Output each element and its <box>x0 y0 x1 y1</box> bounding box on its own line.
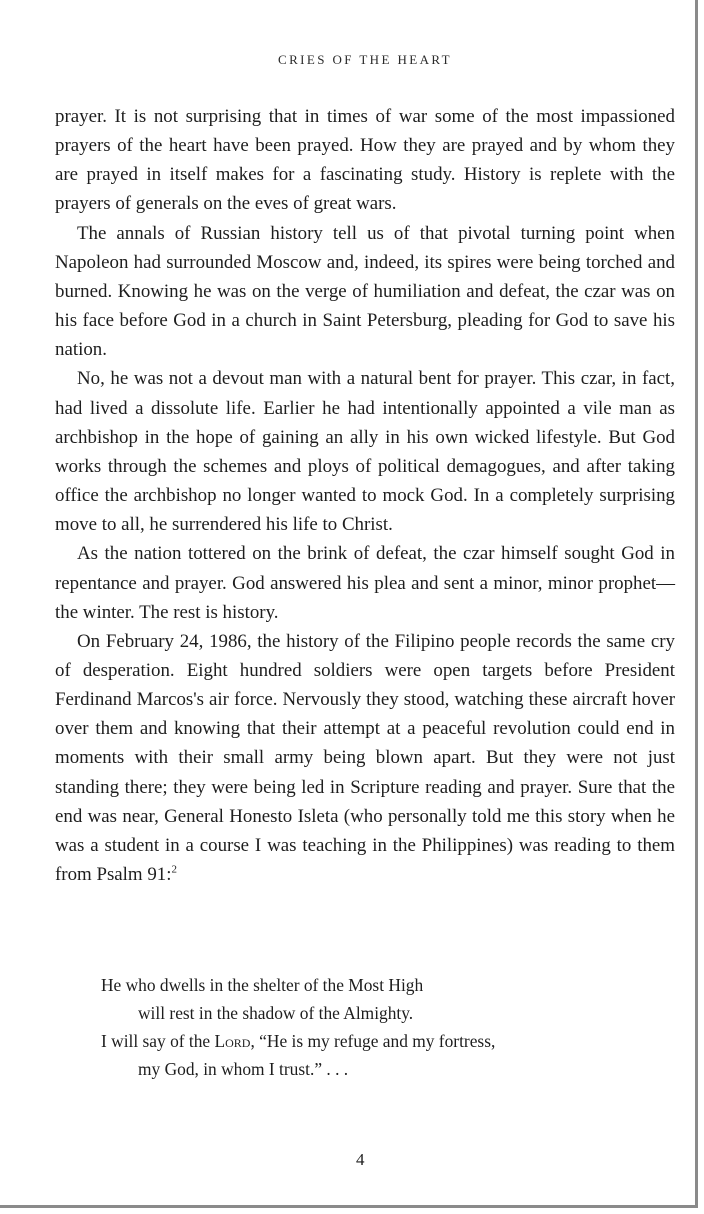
paragraph-4: As the nation tottered on the brink of defeat, the czar himself sought God in repentance and prayer. God answered his plea and sent a minor, minor prophet—the winter. The rest is history. <box>55 543 675 623</box>
paragraph-5 <box>55 627 675 889</box>
quote-line-3-start: I will say of the <box>101 1031 215 1051</box>
quote-line-3 <box>101 1027 661 1055</box>
divine-name-lord: Lord <box>214 1031 251 1051</box>
paragraph-5-text: On February 24, 1986, the history of the Filipino people records the same cry of desperation. Eight hundred soldiers were open targets before President Ferdinand Marcos's air force. Nervously they stood, watching these aircraft hover over them and knowing that their attempt at a peaceful revolution could end in moments with their small army being blown apart. But they were not just standing there; they were being led in Scripture reading and prayer. Sure that the end was near, General Honesto Isleta (who personally told me this story when he was a student in a course I was teaching in the Philippines) was reading to them from Psalm 91: <box>55 630 675 886</box>
scripture-quote <box>101 971 661 1083</box>
body-text <box>55 102 675 889</box>
paragraph-1: prayer. It is not surprising that in times of war some of the most impassioned prayers of the heart have been prayed. How they are prayed and by whom they are prayed in itself makes for a fascinating study. History is replete with the prayers of generals on the eves of great wars. <box>55 106 675 215</box>
footnote-reference: 2 <box>171 863 177 876</box>
quote-line-1: He who dwells in the shelter of the Most High <box>101 975 424 995</box>
paragraph-2: The annals of Russian history tell us of that pivotal turning point when Napoleon had surrounded Moscow and, indeed, its spires were being torched and burned. Knowing he was on the verge of humiliation and defeat, the czar was on his face before God in a church in Saint Petersburg, pleading for God to save his nation. <box>55 222 675 361</box>
quote-line-4: my God, in whom I trust.” . . . <box>138 1059 349 1079</box>
quote-line-3-end: , “He is my refuge and my fortress, <box>250 1031 496 1051</box>
running-head: CRIES OF THE HEART <box>278 52 452 67</box>
page-number: 4 <box>356 1150 365 1169</box>
paragraph-3: No, he was not a devout man with a natural bent for prayer. This czar, in fact, had lived a dissolute life. Earlier he had intentionally appointed a vile man as archbishop in the hope of gaining an ally in his own wicked lifestyle. But God works through the schemes and ploys of political demagogues, and after taking office the archbishop no longer wanted to mock God. In a completely surprising move to all, he surrendered his life to Christ. <box>55 368 675 536</box>
quote-line-2: will rest in the shadow of the Almighty. <box>138 1003 414 1023</box>
